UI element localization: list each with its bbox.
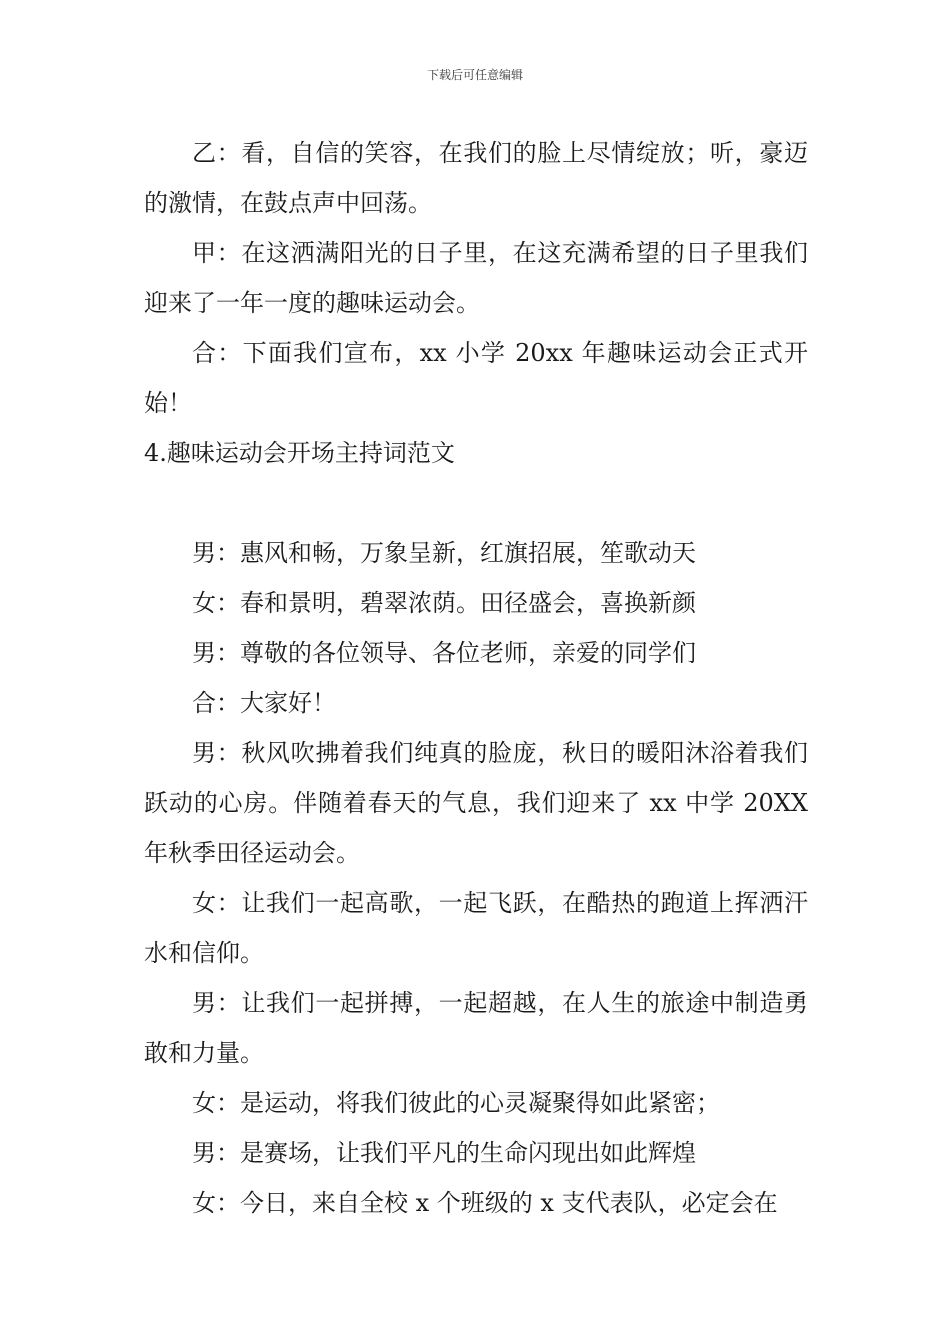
- script-line: 女：是运动，将我们彼此的心灵凝聚得如此紧密；: [192, 1089, 720, 1117]
- paragraph: 甲：在这洒满阳光的日子里，在这充满希望的日子里我们迎来了一年一度的趣味运动会。: [144, 239, 808, 317]
- section-heading: 4.趣味运动会开场主持词范文: [144, 439, 455, 467]
- document-body: [144, 128, 808, 1228]
- script-line: 女：让我们一起高歌，一起飞跃，在酷热的跑道上挥洒汗水和信仰。: [144, 889, 808, 967]
- script-line: 男：是赛场，让我们平凡的生命闪现出如此辉煌: [192, 1139, 696, 1167]
- paragraph: 合：下面我们宣布，xx 小学 20xx 年趣味运动会正式开始！: [144, 339, 808, 417]
- script-line: 男：秋风吹拂着我们纯真的脸庞，秋日的暖阳沐浴着我们跃动的心房。伴随着春天的气息，我们迎来了 xx 中学 20XX 年秋季田径运动会。: [144, 739, 808, 867]
- script-line: 女：今日，来自全校 x 个班级的 x 支代表队，必定会在: [192, 1189, 778, 1217]
- paragraph: 乙：看，自信的笑容，在我们的脸上尽情绽放；听，豪迈的激情，在鼓点声中回荡。: [144, 139, 808, 217]
- script-line: 男：惠风和畅，万象呈新，红旗招展，笙歌动天: [192, 539, 696, 567]
- script-line: 男：让我们一起拼搏，一起超越，在人生的旅途中制造勇敢和力量。: [144, 989, 808, 1067]
- page-header: 下载后可任意编辑: [426, 68, 523, 82]
- blank-line: [144, 478, 808, 528]
- script-line: 男：尊敬的各位领导、各位老师，亲爱的同学们: [192, 639, 696, 667]
- script-line: 女：春和景明，碧翠浓荫。田径盛会，喜换新颜: [192, 589, 696, 617]
- script-line: 合：大家好！: [192, 689, 336, 717]
